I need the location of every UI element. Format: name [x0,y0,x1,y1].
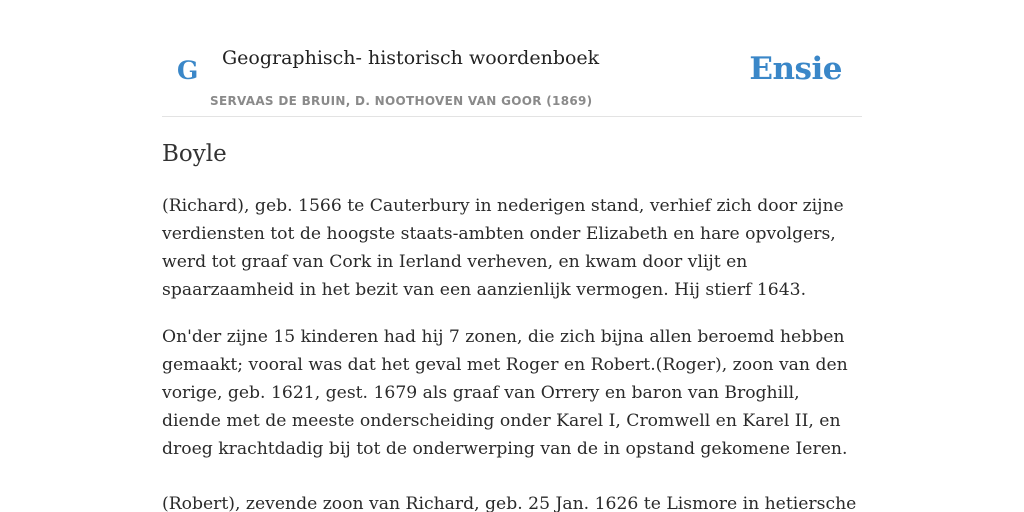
entry-paragraph: (Richard), geb. 1566 te Cauterbury in nederigen stand, verhief zich door zijne verdiensten tot de hoogste staats-ambten onder Elizabeth en hare opvolgers, werd tot graaf van Cork in Ierland verheven, en kwam door vlijt en spaarzaamheid in het bezit van een aanzienlijk vermogen. Hij stierf 1643. [162,196,844,300]
book-letter-link[interactable]: G [177,56,199,85]
entry-paragraph: On'der zijne 15 kinderen had hij 7 zonen, die zich bijna allen beroemd hebben gemaakt; vooral was dat het geval met Roger en Robert.(Roger), zoon van den vorige, geb. 1621, gest. 1679 als graaf van Orrery en baron van Broghill, diende met de meeste onderscheiding onder Karel I, Cromwell en Karel II, en droeg krachtdadig bij tot de onderwerping van de in opstand gekomene Ieren. [162,327,848,459]
book-header [162,0,862,117]
book-title-link[interactable]: Geographisch- historisch woordenboek [222,47,600,69]
entry-content [162,192,862,512]
page [162,0,862,512]
book-author: SERVAAS DE BRUIN, D. NOOTHOVEN VAN GOOR (1869) [210,94,593,108]
entry-paragraph: (Robert), zevende zoon van Richard, geb. 25 Jan. 1626 te Lismore in hetiersche [162,494,857,512]
entry-title: Boyle [162,141,227,167]
ensie-logo-link[interactable]: Ensie [749,51,842,87]
